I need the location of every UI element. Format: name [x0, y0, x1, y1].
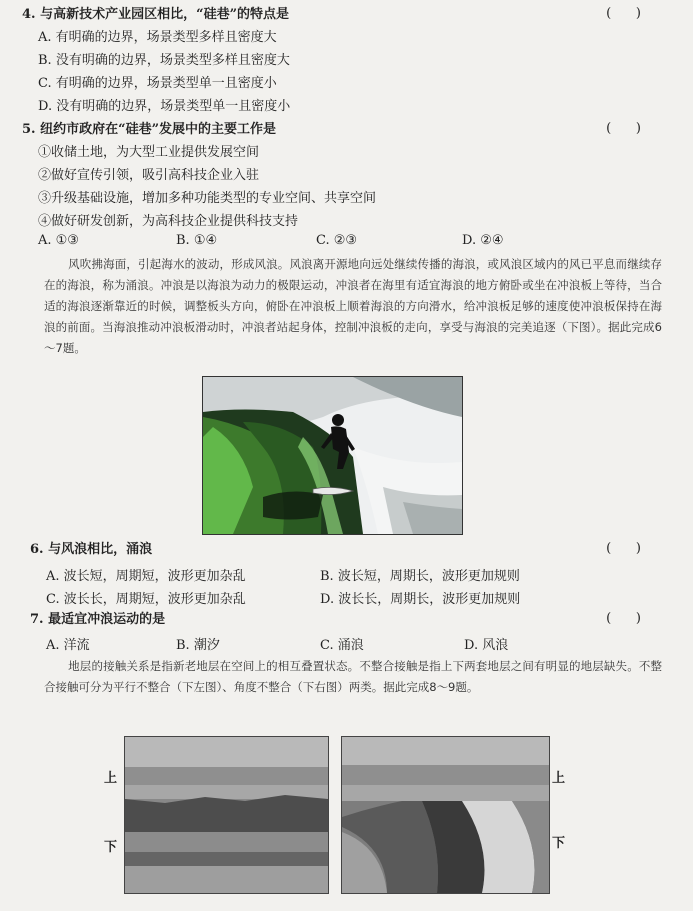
right-figure-top-label: 上	[552, 771, 566, 786]
left-figure-bottom-label: 下	[104, 840, 118, 855]
left-figure-top-label: 上	[104, 771, 118, 786]
q4-option-c: C. 有明确的边界，场景类型单一且密度小	[38, 76, 277, 91]
angular-unconformity-diagram	[342, 737, 549, 893]
parallel-unconformity-diagram	[125, 737, 328, 893]
q6-answer-paren: ( )	[606, 541, 641, 556]
surfing-photo	[202, 376, 463, 535]
q6-option-c: C. 波长长，周期短，波形更加杂乱	[46, 592, 246, 607]
q7-choice-c: C. 涌浪	[320, 638, 364, 653]
surfing-photo-illustration	[203, 377, 462, 534]
q7-stem: 7. 最适宜冲浪运动的是	[30, 612, 166, 627]
q5-item-1: ①收储土地，为大型工业提供发展空间	[38, 145, 260, 160]
surf-passage	[44, 254, 662, 359]
q5-item-3: ③升级基础设施，增加多种功能类型的专业空间、共享空间	[38, 191, 377, 206]
q6-stem: 6. 与风浪相比，涌浪	[30, 542, 153, 557]
q6-option-b: B. 波长短，周期长，波形更加规则	[320, 569, 520, 584]
q7-choice-a: A. 洋流	[46, 638, 90, 653]
q6-option-a: A. 波长短，周期短，波形更加杂乱	[46, 569, 246, 584]
surf-passage-text: 风吹拂海面，引起海水的波动，形成风浪。风浪离开源地向远处继续传播的海浪，或风浪区域内的风已平息而继续存在的海浪，称为涌浪。冲浪是以海浪为动力的极限运动，冲浪者在海里有适宜海浪的地方俯卧或坐在冲浪板上等待，当合适的海浪逐渐靠近的时候，调整板头方向，俯卧在冲浪板上顺着海浪的方向滑水，给冲浪板足够的速度使冲浪板保持在海浪的前面。当海浪推动冲浪板滑动时，冲浪者站起身体，控制冲浪板的走向，享受与海浪的完美追逐（下图）。据此完成6～7题。	[44, 257, 662, 355]
q6-option-d: D. 波长长，周期长，波形更加规则	[320, 592, 521, 607]
q5-answer-paren: ( )	[606, 121, 641, 136]
parallel-unconformity-figure	[124, 736, 329, 894]
strata-passage-text: 地层的接触关系是指新老地层在空间上的相互叠置状态。不整合接触是指上下两套地层之间有明显的地层缺失。不整合接触可分为平行不整合（下左图）、角度不整合（下右图）两类。据此完成8～9题。	[44, 659, 662, 694]
angular-unconformity-figure	[341, 736, 550, 894]
q7-choice-d: D. 风浪	[464, 638, 509, 653]
q5-item-4: ④做好研发创新，为高科技企业提供科技支持	[38, 214, 299, 229]
q5-item-2: ②做好宣传引领，吸引高科技企业入驻	[38, 168, 260, 183]
q4-option-d: D. 没有明确的边界，场景类型单一且密度小	[38, 99, 291, 114]
q4-option-b: B. 没有明确的边界，场景类型多样且密度大	[38, 53, 290, 68]
q5-stem: 5. 纽约市政府在“硅巷”发展中的主要工作是	[22, 122, 277, 137]
q5-choice-b: B. ①④	[176, 233, 218, 248]
q5-choice-d: D. ②④	[462, 233, 504, 248]
q5-choice-c: C. ②③	[316, 233, 358, 248]
q7-choice-b: B. 潮汐	[176, 638, 220, 653]
q4-option-a: A. 有明确的边界，场景类型多样且密度大	[38, 30, 277, 45]
q5-choice-a: A. ①③	[38, 233, 79, 248]
q4-stem: 4. 与高新技术产业园区相比，“硅巷”的特点是	[22, 7, 290, 22]
q4-answer-paren: ( )	[606, 6, 641, 21]
right-figure-bottom-label: 下	[552, 836, 566, 851]
q7-answer-paren: ( )	[606, 611, 641, 626]
strata-passage	[44, 656, 662, 698]
